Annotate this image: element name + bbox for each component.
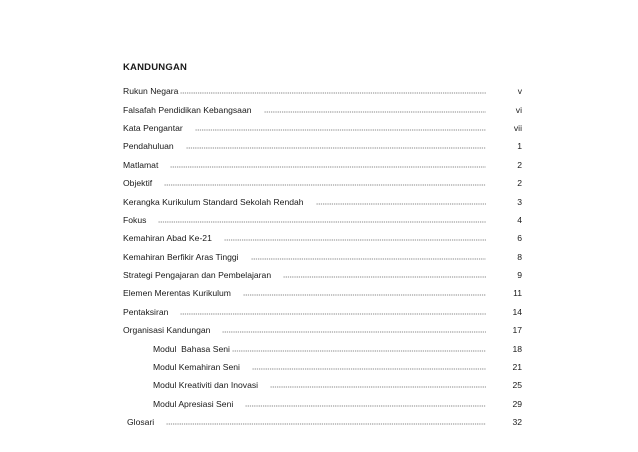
dot-leader — [224, 237, 486, 243]
dot-leader — [316, 201, 486, 207]
dot-leader — [222, 329, 486, 335]
toc-entry-modul-apresiasi[interactable] — [123, 395, 522, 413]
toc-entry-page: 25 — [512, 380, 522, 391]
dot-leader — [186, 145, 486, 151]
toc-entry-label: Kerangka Kurikulum Standard Sekolah Rendah — [123, 196, 304, 207]
toc-entry-label: Pendahuluan — [123, 141, 174, 152]
toc-entry-page: vii — [513, 122, 522, 133]
toc-entry-label: Elemen Merentas Kurikulum — [123, 288, 231, 299]
toc-entry-label: Objektif — [123, 178, 153, 189]
toc-entry-pendahuluan[interactable] — [123, 137, 522, 155]
toc-entry-page: 8 — [517, 251, 522, 262]
dot-leader — [243, 292, 486, 298]
dot-leader — [264, 109, 486, 115]
toc-entry-page: vi — [515, 104, 522, 115]
toc-entry-kerangka-kurikulum[interactable] — [123, 192, 522, 210]
toc-entry-elemen-merentas[interactable] — [123, 284, 522, 302]
toc-entry-page: 21 — [512, 362, 522, 373]
toc-entry-label: Rukun Negara — [123, 86, 179, 97]
toc-entry-label: Modul Apresiasi Seni — [153, 398, 234, 409]
dot-leader — [245, 403, 486, 409]
toc-entry-label: Falsafah Pendidikan Kebangsaan — [123, 104, 252, 115]
toc-entry-label: Modul Kreativiti dan Inovasi — [153, 380, 259, 391]
toc-entry-page: 2 — [517, 178, 522, 189]
toc-entry-label: Glosari — [127, 417, 155, 428]
toc-entry-label: Kemahiran Abad Ke-21 — [123, 233, 212, 244]
toc-entry-fokus[interactable] — [123, 211, 522, 229]
toc-entry-kata-pengantar[interactable] — [123, 119, 522, 137]
toc-entry-strategi-pengajaran[interactable] — [123, 266, 522, 284]
dot-leader — [251, 256, 486, 262]
dot-leader — [180, 90, 486, 96]
toc-entry-label: Modul Bahasa Seni — [153, 343, 230, 354]
dot-leader — [195, 127, 486, 133]
dot-leader — [270, 384, 486, 390]
dot-leader — [252, 366, 486, 372]
dot-leader — [232, 348, 486, 354]
toc-entry-kemahiran-abad[interactable] — [123, 229, 522, 247]
toc-entry-label: Kata Pengantar — [123, 122, 183, 133]
toc-entry-objektif[interactable] — [123, 174, 522, 192]
toc-entry-rukun-negara[interactable] — [123, 82, 522, 100]
dot-leader — [283, 274, 486, 280]
toc-entry-pentaksiran[interactable] — [123, 303, 522, 321]
toc-entry-kemahiran-berfikir[interactable] — [123, 248, 522, 266]
toc-entry-page: 17 — [512, 325, 522, 336]
toc-entry-label: Pentaksiran — [123, 306, 169, 317]
dot-leader — [164, 182, 486, 188]
toc-entry-page: 18 — [512, 343, 522, 354]
toc-entry-page: 29 — [512, 398, 522, 409]
toc-entry-page: 9 — [517, 270, 522, 281]
dot-leader — [166, 421, 486, 427]
toc-entry-label: Organisasi Kandungan — [123, 325, 211, 336]
toc-heading: KANDUNGAN — [123, 62, 188, 73]
toc-entry-page: 6 — [517, 233, 522, 244]
toc-entry-page: 3 — [517, 196, 522, 207]
toc-entry-label: Kemahiran Berfikir Aras Tinggi — [123, 251, 239, 262]
toc-entry-page: 14 — [512, 306, 522, 317]
toc-entry-organisasi-kandungan[interactable] — [123, 321, 522, 339]
dot-leader — [170, 164, 486, 170]
toc-entry-modul-kemahiran-seni[interactable] — [123, 358, 522, 376]
toc-entry-glosari[interactable] — [127, 413, 522, 431]
toc-entry-page: 1 — [517, 141, 522, 152]
toc-entry-label: Matlamat — [123, 159, 159, 170]
toc-entry-label: Strategi Pengajaran dan Pembelajaran — [123, 270, 272, 281]
toc-entry-modul-kreativiti[interactable] — [123, 376, 522, 394]
toc-entry-page: v — [517, 86, 522, 97]
toc-entry-page: 2 — [517, 159, 522, 170]
toc-entry-matlamat[interactable] — [123, 156, 522, 174]
toc-entry-page: 11 — [513, 288, 522, 299]
toc-entry-modul-bahasa-seni[interactable] — [123, 339, 522, 357]
toc-entry-page: 32 — [512, 417, 522, 428]
table-of-contents — [123, 82, 522, 431]
dot-leader — [180, 311, 486, 317]
toc-entry-falsafah-pendidikan[interactable] — [123, 100, 522, 118]
toc-entry-page: 4 — [517, 214, 522, 225]
toc-entry-label: Modul Kemahiran Seni — [153, 362, 240, 373]
dot-leader — [158, 219, 486, 225]
toc-entry-label: Fokus — [123, 214, 147, 225]
